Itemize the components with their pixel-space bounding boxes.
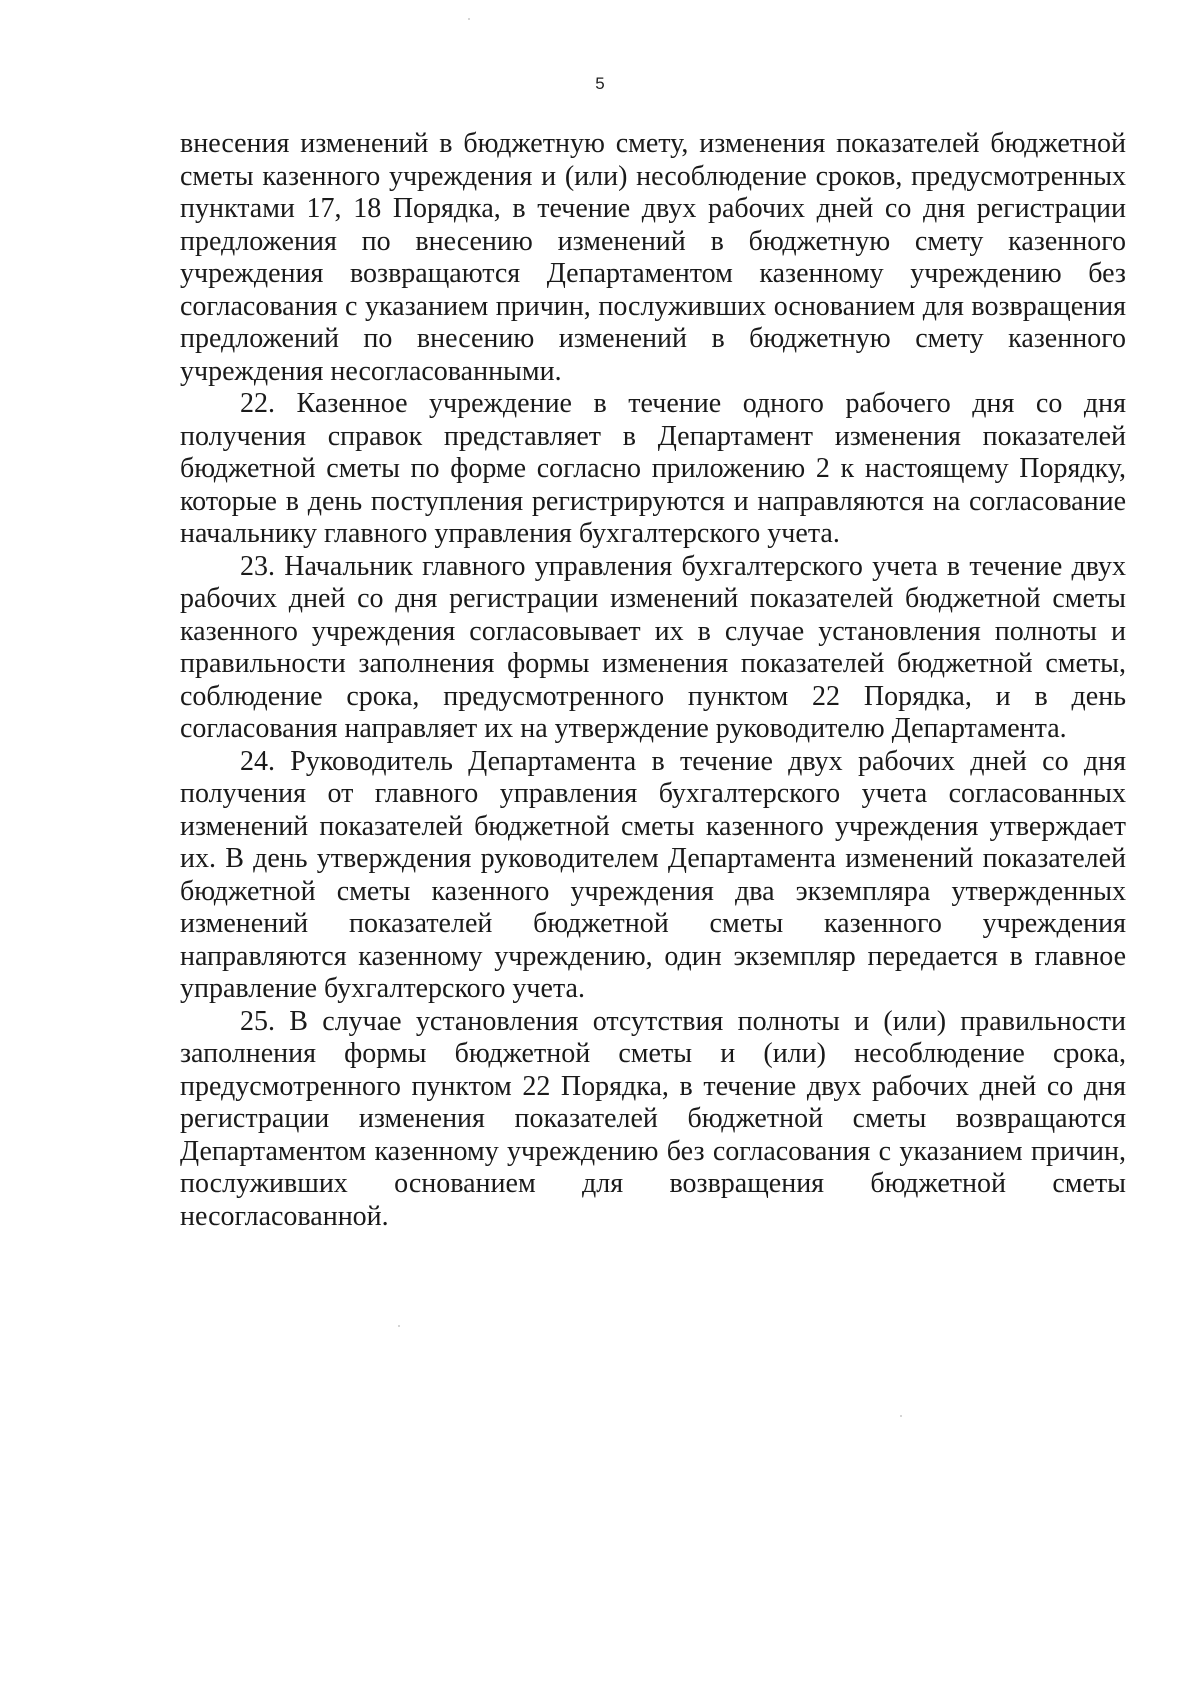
paragraph-22: 22. Казенное учреждение в течение одного рабочего дня со дня получения справок представляет в Департамент изменения показателей бюджетной сметы по форме согласно приложению 2 к настоящему Порядку, которые в день поступления регистрируются и направляются на согласование начальнику главного управления бухгалтерского учета. [180,388,1126,549]
scan-speck [900,1415,902,1417]
paragraph-continuation: внесения изменений в бюджетную смету, изменения показателей бюджетной сметы казенного учреждения и (или) несоблюдение сроков, предусмотренных пунктами 17, 18 Порядка, в течение двух рабочих дней со дня регистрации предложения по внесению изменений в бюджетную смету казенного учреждения возвращаются Департаментом казенному учреждению без согласования с указанием причин, послуживших основанием для возвращения предложений по внесению изменений в бюджетную смету казенного учреждения несогласованными. [180,128,1126,387]
page-number: 5 [595,74,605,93]
scan-speck [398,1325,400,1327]
paragraph-23: 23. Начальник главного управления бухгалтерского учета в течение двух рабочих дней со дня регистрации изменений показателей бюджетной сметы казенного учреждения согласовывает их в случае установления полноты и правильности заполнения формы изменения показателей бюджетной сметы, соблюдение срока, предусмотренного пунктом 22 Порядка, и в день согласования направляет их на утверждение руководителю Департамента. [180,550,1126,744]
document-body [180,128,1126,1233]
paragraph-25: 25. В случае установления отсутствия полноты и (или) правильности заполнения формы бюджетной сметы и (или) несоблюдение срока, предусмотренного пунктом 22 Порядка, в течение двух рабочих дней со дня регистрации изменения показателей бюджетной сметы возвращаются Департаментом казенному учреждению без согласования с указанием причин, послуживших основанием для возвращения бюджетной сметы несогласованной. [180,1005,1126,1232]
scan-speck [468,18,470,20]
paragraph-24: 24. Руководитель Департамента в течение двух рабочих дней со дня получения от главного управления бухгалтерского учета согласованных изменений показателей бюджетной сметы казенного учреждения утверждает их. В день утверждения руководителем Департамента изменений показателей бюджетной сметы казенного учреждения два экземпляра утвержденных изменений показателей бюджетной сметы казенного учреждения направляются казенному учреждению, один экземпляр передается в главное управление бухгалтерского учета. [180,745,1126,1004]
